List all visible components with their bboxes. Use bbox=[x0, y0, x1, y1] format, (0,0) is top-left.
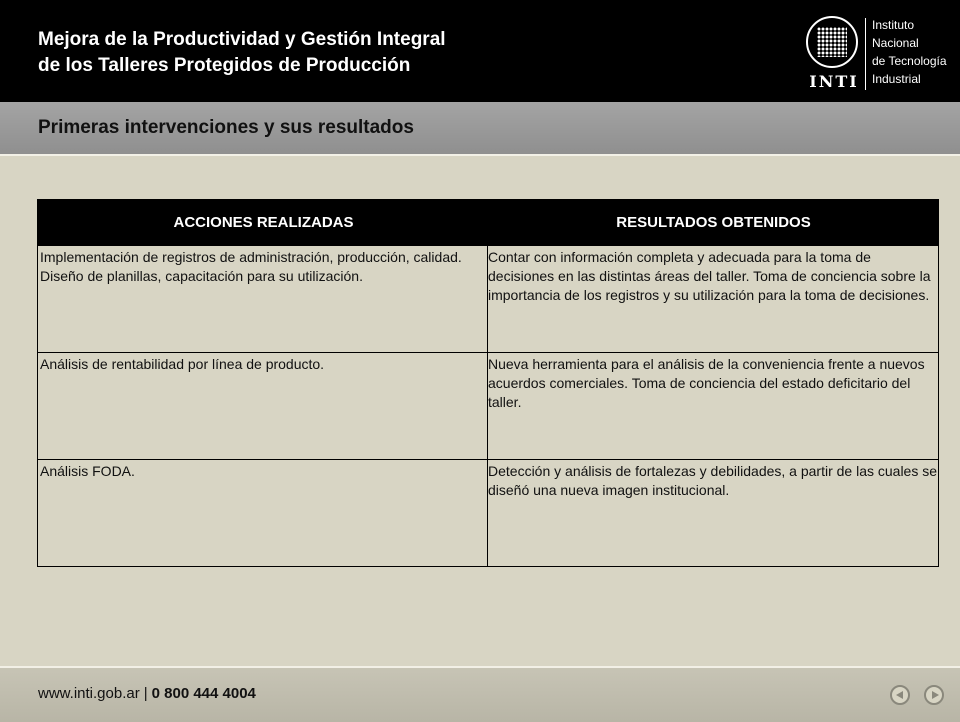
footer-contact bbox=[38, 685, 256, 702]
section-bar bbox=[0, 102, 960, 156]
slide-title-line-2: de los Talleres Protegidos de Producción bbox=[38, 55, 411, 76]
arrow-right-circle-icon[interactable] bbox=[924, 685, 944, 705]
logo-line-2: Nacional bbox=[872, 36, 919, 50]
column-header-actions: ACCIONES REALIZADAS bbox=[173, 214, 354, 231]
arrow-left-circle-icon[interactable] bbox=[890, 685, 910, 705]
slide-title bbox=[38, 27, 638, 79]
inti-logo-text bbox=[872, 16, 947, 88]
row-divider bbox=[38, 352, 938, 353]
table-cell-action-3: Análisis FODA. bbox=[40, 463, 135, 479]
footer-website: www.inti.gob.ar bbox=[38, 685, 140, 702]
logo-line-1: Instituto bbox=[872, 18, 915, 32]
table-cell-action-1: Implementación de registros de administración, producción, calidad. Diseño de planillas, capacitación para su utilización. bbox=[40, 249, 462, 284]
table-header-row bbox=[38, 200, 938, 246]
column-header-results: RESULTADOS OBTENIDOS bbox=[616, 214, 811, 231]
footer-separator: | bbox=[143, 685, 148, 702]
results-table bbox=[37, 199, 939, 567]
logo-line-4: Industrial bbox=[872, 72, 921, 86]
logo-divider bbox=[865, 18, 866, 90]
slide-title-line-1: Mejora de la Productividad y Gestión Integral bbox=[38, 29, 446, 50]
inti-logo-mark: INTI bbox=[809, 72, 859, 91]
footer-phone: 0 800 444 4004 bbox=[151, 685, 256, 702]
table-cell-action-2: Análisis de rentabilidad por línea de producto. bbox=[40, 356, 325, 372]
slide-header bbox=[0, 0, 960, 102]
slide-footer bbox=[0, 666, 960, 722]
inti-logo-emblem-icon bbox=[806, 16, 858, 68]
logo-line-3: de Tecnología bbox=[872, 54, 947, 68]
inti-logo bbox=[804, 16, 954, 92]
table-cell-result-3: Detección y análisis de fortalezas y debilidades, a partir de las cuales se diseñó una nueva imagen institucional. bbox=[488, 463, 938, 498]
row-divider bbox=[38, 459, 938, 460]
table-cell-result-1: Contar con información completa y adecuada para la toma de decisiones en las distintas áreas del taller. Toma de conciencia sobre la importancia de los registros y su utilización para la toma de decisiones. bbox=[488, 249, 931, 303]
section-title: Primeras intervenciones y sus resultados bbox=[38, 117, 414, 138]
table-cell-result-2: Nueva herramienta para el análisis de la conveniencia frente a nuevos acuerdos comerciales. Toma de conciencia del estado deficitario del taller. bbox=[488, 356, 925, 410]
